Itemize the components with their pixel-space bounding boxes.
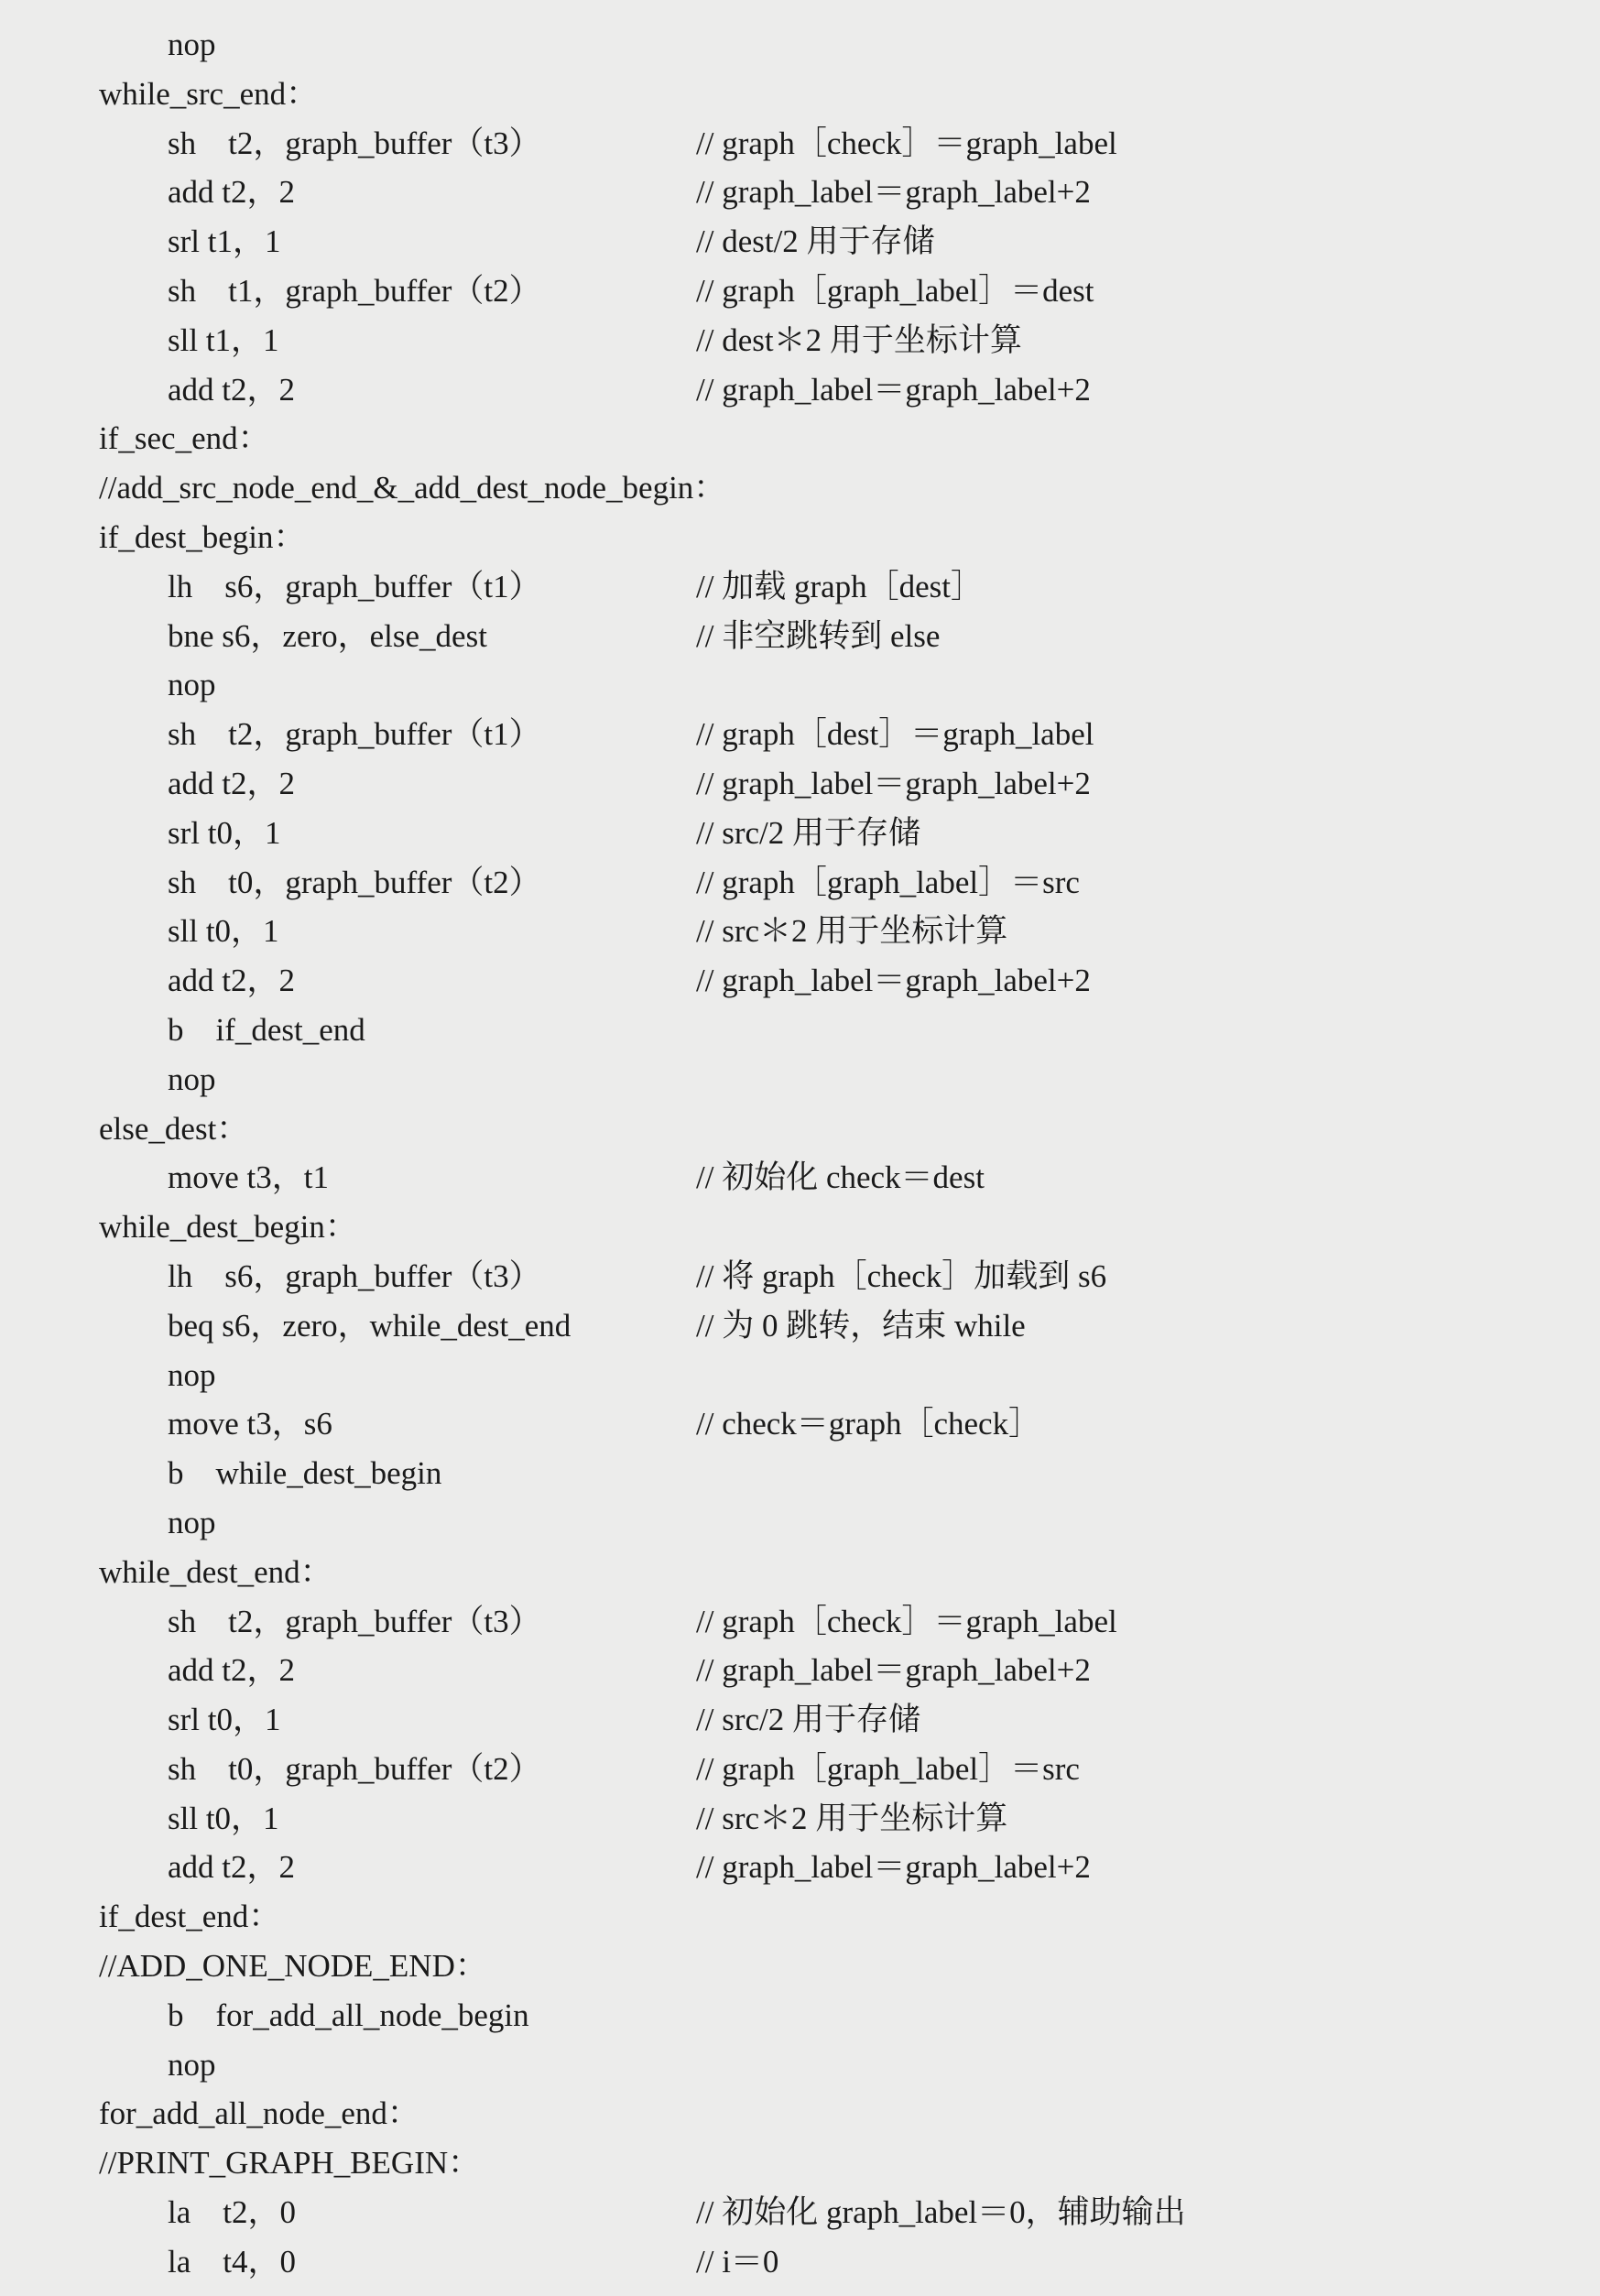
code-label-line	[0, 2138, 1600, 2188]
code-instruction-line	[0, 907, 1600, 956]
code-instruction-line	[0, 2237, 1600, 2287]
comment-text: // graph［check］＝graph_label	[696, 125, 1117, 161]
code-instruction-line	[0, 1695, 1600, 1745]
instruction-text: nop	[168, 2046, 216, 2083]
instruction-text: sll t0，1	[168, 913, 279, 950]
code-label-line	[0, 70, 1600, 119]
instruction-text: nop	[168, 1504, 216, 1540]
instruction-text: nop	[168, 667, 216, 703]
comment-text: // src/2 用于存储	[696, 1702, 920, 1738]
instruction-text: b if_dest_end	[168, 1011, 365, 1048]
code-label: //add_src_node_end_&_add_dest_node_begin：	[99, 470, 726, 506]
instruction-text: move t3，s6	[168, 1406, 332, 1442]
code-instruction-line	[0, 1745, 1600, 1794]
code-instruction-line	[0, 365, 1600, 415]
instruction-text: sh t1，graph_buffer（t2）	[168, 272, 541, 309]
instruction-text: sh t0，graph_buffer（t2）	[168, 1750, 541, 1787]
instruction-text: sh t2，graph_buffer（t3）	[168, 125, 541, 161]
comment-text: // dest/2 用于存储	[696, 223, 935, 260]
instruction-text: bne s6，zero，else_dest	[168, 617, 487, 654]
instruction-text: la t4，0	[168, 2243, 296, 2280]
code-label: //ADD_ONE_NODE_END：	[99, 1948, 487, 1985]
comment-text: // graph［dest］＝graph_label	[696, 716, 1094, 753]
code-instruction-line	[0, 1351, 1600, 1400]
code-label: while_src_end：	[99, 75, 319, 112]
instruction-text: b for_add_all_node_begin	[168, 1997, 529, 2033]
code-instruction-line	[0, 2040, 1600, 2090]
code-instruction-line	[0, 956, 1600, 1006]
code-instruction-line	[0, 1794, 1600, 1844]
comment-text: // src＊2 用于坐标计算	[696, 1800, 1008, 1836]
code-label-line	[0, 513, 1600, 562]
code-instruction-line	[0, 1597, 1600, 1647]
instruction-text: sh t2，graph_buffer（t1）	[168, 716, 541, 753]
code-label-line	[0, 1892, 1600, 1942]
instruction-text: lh s6，graph_buffer（t1）	[168, 568, 541, 604]
instruction-text: add t2，2	[168, 765, 296, 801]
instruction-text: move t3，t1	[168, 1159, 329, 1196]
code-label-line	[0, 463, 1600, 513]
code-instruction-line	[0, 217, 1600, 267]
instruction-text: lh s6，graph_buffer（t3）	[168, 1257, 541, 1294]
code-instruction-line	[0, 1006, 1600, 1055]
code-instruction-line	[0, 316, 1600, 365]
code-instruction-line	[0, 1646, 1600, 1695]
instruction-text: nop	[168, 1061, 216, 1097]
code-label: for_add_all_node_end：	[99, 2095, 419, 2132]
code-instruction-line	[0, 809, 1600, 858]
code-instruction-line	[0, 710, 1600, 759]
instruction-text: beq s6，zero，while_dest_end	[168, 1307, 571, 1344]
code-label: while_dest_end：	[99, 1553, 332, 1590]
code-label: if_sec_end：	[99, 420, 270, 457]
code-label-line	[0, 2089, 1600, 2138]
code-instruction-line	[0, 1399, 1600, 1449]
instruction-text: add t2，2	[168, 1652, 296, 1689]
code-instruction-line	[0, 1498, 1600, 1548]
assembly-code-listing	[0, 20, 1600, 2287]
instruction-text: sh t2，graph_buffer（t3）	[168, 1603, 541, 1639]
code-instruction-line	[0, 2188, 1600, 2237]
comment-text: // graph_label＝graph_label+2	[696, 1652, 1091, 1689]
code-label-line	[0, 1548, 1600, 1597]
instruction-text: sh t0，graph_buffer（t2）	[168, 864, 541, 900]
instruction-text: la t2，0	[168, 2194, 296, 2231]
code-instruction-line	[0, 119, 1600, 169]
comment-text: // graph［graph_label］＝dest	[696, 272, 1094, 309]
comment-text: // src＊2 用于坐标计算	[696, 913, 1008, 950]
instruction-text: add t2，2	[168, 963, 296, 999]
comment-text: // graph［graph_label］＝src	[696, 1750, 1080, 1787]
comment-text: // dest＊2 用于坐标计算	[696, 321, 1022, 358]
comment-text: // i＝0	[696, 2243, 779, 2280]
code-label: if_dest_end：	[99, 1899, 281, 1935]
instruction-text: sll t0，1	[168, 1800, 279, 1836]
code-label-line	[0, 414, 1600, 463]
instruction-text: nop	[168, 27, 216, 62]
code-instruction-line	[0, 858, 1600, 908]
code-label-line	[0, 1202, 1600, 1252]
code-instruction-line	[0, 1153, 1600, 1202]
code-instruction-line	[0, 1843, 1600, 1892]
instruction-text: add t2，2	[168, 174, 296, 211]
code-label: else_dest：	[99, 1110, 249, 1147]
code-instruction-line	[0, 168, 1600, 217]
code-label: while_dest_begin：	[99, 1209, 357, 1246]
code-label: //PRINT_GRAPH_BEGIN：	[99, 2145, 481, 2182]
comment-text: // graph_label＝graph_label+2	[696, 765, 1091, 801]
comment-text: // 为 0 跳转，结束 while	[696, 1307, 1026, 1344]
code-instruction-line	[0, 1055, 1600, 1104]
comment-text: // 将 graph［check］加载到 s6	[696, 1257, 1107, 1294]
code-instruction-line	[0, 1991, 1600, 2040]
comment-text: // graph［check］＝graph_label	[696, 1603, 1117, 1639]
comment-text: // 非空跳转到 else	[696, 617, 941, 654]
code-instruction-line	[0, 267, 1600, 316]
code-instruction-line	[0, 1252, 1600, 1301]
instruction-text: b while_dest_begin	[168, 1455, 442, 1492]
comment-text: // graph_label＝graph_label+2	[696, 1849, 1091, 1886]
comment-text: // src/2 用于存储	[696, 814, 920, 851]
instruction-text: srl t0，1	[168, 814, 281, 851]
instruction-text: srl t1，1	[168, 223, 281, 260]
instruction-text: srl t0，1	[168, 1702, 281, 1738]
comment-text: // graph_label＝graph_label+2	[696, 371, 1091, 408]
comment-text: // graph_label＝graph_label+2	[696, 963, 1091, 999]
code-instruction-line	[0, 20, 1600, 70]
comment-text: // 初始化 check＝dest	[696, 1159, 985, 1196]
instruction-text: nop	[168, 1356, 216, 1393]
code-label: if_dest_begin：	[99, 518, 306, 555]
code-instruction-line	[0, 1449, 1600, 1498]
comment-text: // 初始化 graph_label＝0，辅助输出	[696, 2194, 1186, 2231]
code-label-line	[0, 1104, 1600, 1154]
comment-text: // 加载 graph［dest］	[696, 568, 984, 604]
instruction-text: sll t1，1	[168, 321, 279, 358]
code-instruction-line	[0, 1301, 1600, 1351]
comment-text: // check＝graph［check］	[696, 1406, 1041, 1442]
code-instruction-line	[0, 562, 1600, 612]
comment-text: // graph_label＝graph_label+2	[696, 174, 1091, 211]
code-instruction-line	[0, 612, 1600, 661]
instruction-text: add t2，2	[168, 371, 296, 408]
code-instruction-line	[0, 660, 1600, 710]
comment-text: // graph［graph_label］＝src	[696, 864, 1080, 900]
code-label-line	[0, 1942, 1600, 1991]
instruction-text: add t2，2	[168, 1849, 296, 1886]
code-instruction-line	[0, 759, 1600, 809]
